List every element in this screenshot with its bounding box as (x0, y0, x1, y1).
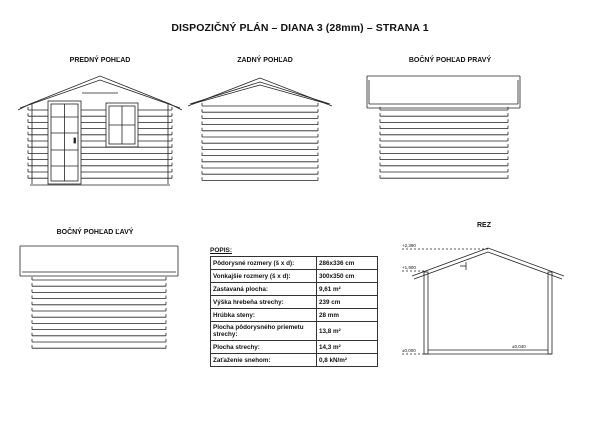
spec-heading: POPIS: (210, 247, 233, 254)
spec-value: 14,3 m² (317, 341, 378, 354)
spec-label: Plocha strechy: (211, 341, 317, 354)
side-left-view-label: BOČNÝ POHĽAD ĽAVÝ (56, 229, 134, 236)
spec-label: Vonkajšie rozmery (š x d): (211, 270, 317, 283)
spec-label: Zastavaná plocha: (211, 283, 317, 296)
spec-value: 13,8 m² (317, 322, 378, 341)
spec-value: 9,61 m² (317, 283, 378, 296)
spec-value: 0,8 kN/m² (317, 354, 378, 367)
spec-value: 300x350 cm (317, 270, 378, 283)
spec-label: Zaťaženie snehom: (211, 354, 317, 367)
floor-right-dim: ±0,040 (512, 344, 526, 349)
spec-label: Pôdorysné rozmery (š x d): (211, 257, 317, 270)
spec-value: 286x336 cm (317, 257, 378, 270)
spec-label: Plocha pôdorysného priemetu strechy: (211, 322, 317, 341)
spec-label: Hrúbka steny: (211, 309, 317, 322)
eave-level-dim: +1,900 (402, 265, 416, 270)
rear-view-label: ZADNÝ POHĽAD (237, 57, 293, 64)
ridge-level-dim: +2,390 (402, 243, 416, 248)
side-right-view-label: BOČNÝ POHĽAD PRAVÝ (408, 57, 492, 64)
spec-value: 28 mm (317, 309, 378, 322)
section-view-label: REZ (477, 222, 491, 229)
spec-label: Výška hrebeňa strechy: (211, 296, 317, 309)
floor-level-dim: ±0,000 (402, 348, 416, 353)
front-view-label: PREDNÝ POHĽAD (69, 57, 131, 64)
page-title: DISPOZIČNÝ PLÁN – DIANA 3 (28mm) – STRANA 1 (171, 22, 429, 34)
spec-value: 239 cm (317, 296, 378, 309)
